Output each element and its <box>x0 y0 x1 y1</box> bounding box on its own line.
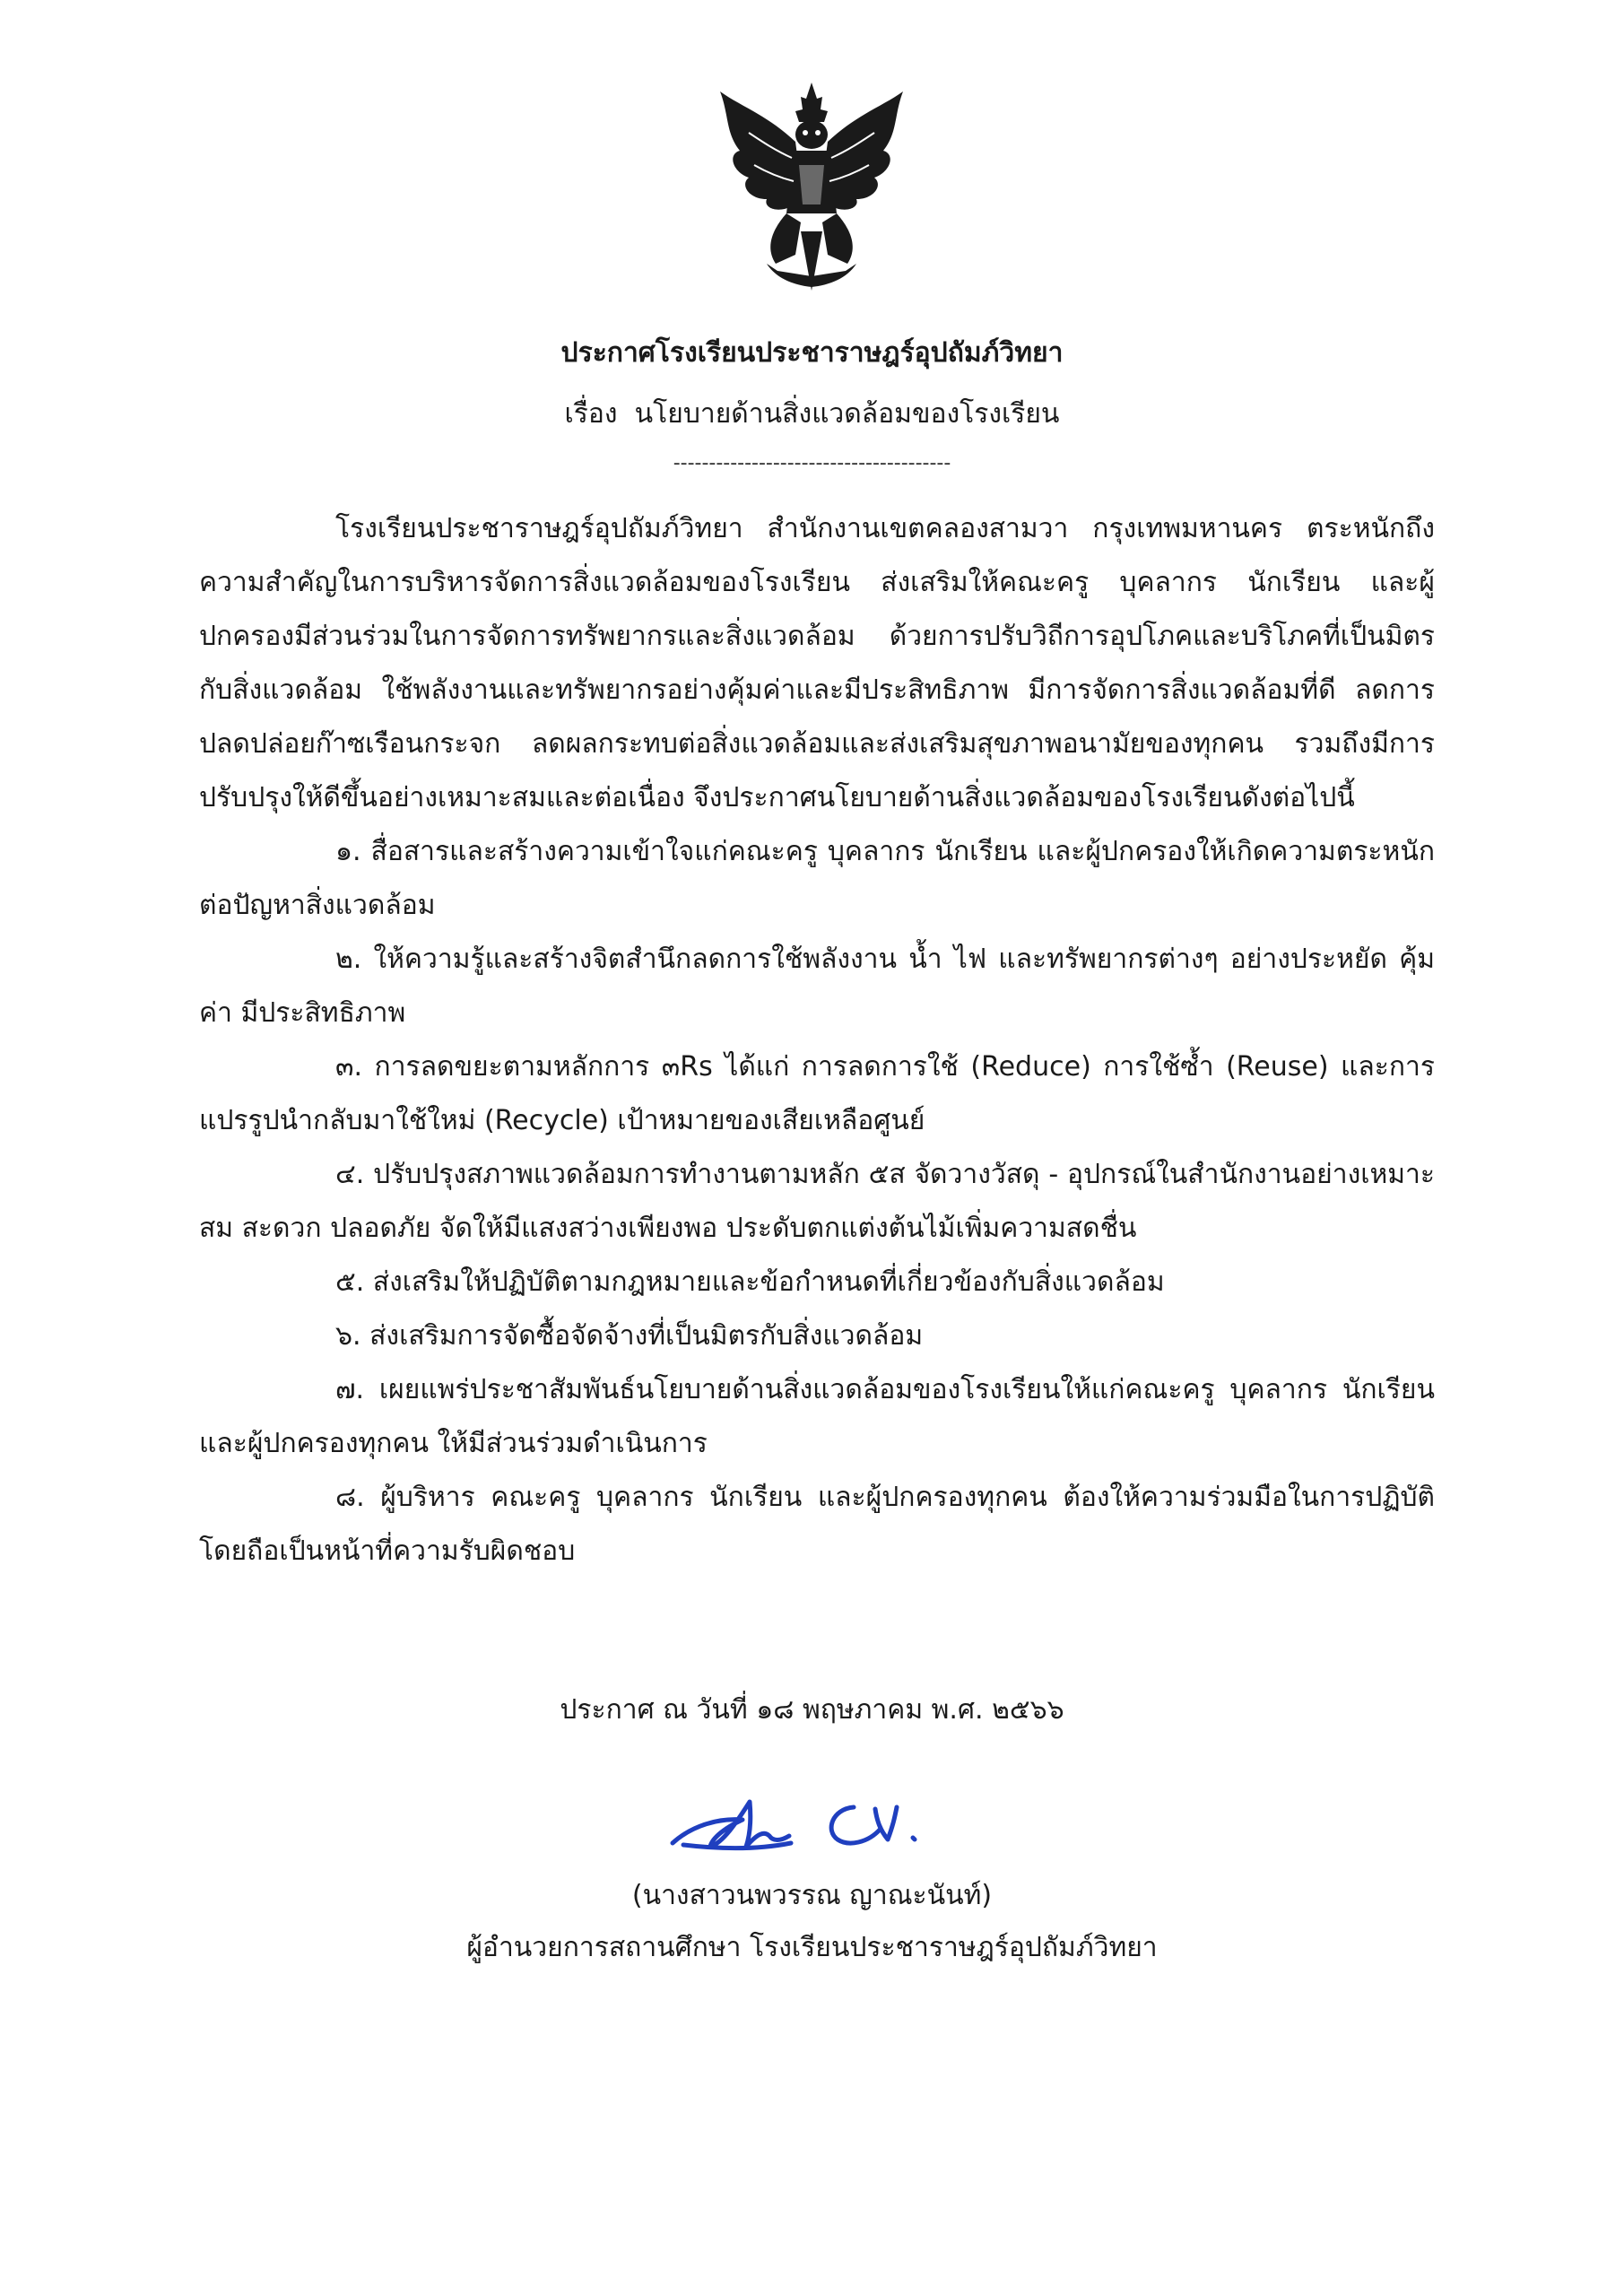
garuda-emblem-icon <box>713 79 910 294</box>
policy-item-3: ๓. การลดขยะตามหลักการ ๓Rs ได้แก่ การลดการใช้ (Reduce) การใช้ซ้ำ (Reuse) และการแปรรูปนำกลับมาใช้ใหม่ (Recycle) เป้าหมายของเสียเหลือศูนย์ <box>199 1051 1435 1136</box>
title-divider: --------------------------------------- <box>673 452 951 474</box>
policy-item-6: ๖. ส่งเสริมการจัดซื้อจัดจ้างที่เป็นมิตรกับสิ่งแวดล้อม <box>335 1320 924 1352</box>
policy-item-2: ๒. ให้ความรู้และสร้างจิตสำนึกลดการใช้พลังงาน น้ำ ไฟ และทรัพยากรต่างๆ อย่างประหยัด คุ้มค่า มีประสิทธิภาพ <box>199 944 1435 1029</box>
policy-item-4: ๔. ปรับปรุงสภาพแวดล้อมการทำงานตามหลัก ๕ส จัดวางวัสดุ - อุปกรณ์ในสำนักงานอย่างเหมาะสม สะดวก ปลอดภัย จัดให้มีแสงสว่างเพียงพอ ประดับตกแต่งต้นไม้เพิ่มความสดชื่น <box>199 1159 1435 1244</box>
announcement-subject: เรื่อง นโยบายด้านสิ่งแวดล้อมของโรงเรียน <box>564 398 1060 430</box>
handwritten-signature-icon <box>656 1771 943 1870</box>
policy-item-8: ๘. ผู้บริหาร คณะครู บุคลากร นักเรียน และผู้ปกครองทุกคน ต้องให้ความร่วมมือในการปฏิบัติโดยถือเป็นหน้าที่ความรับผิดชอบ <box>199 1482 1435 1567</box>
announcement-date: ประกาศ ณ วันที่ ๑๘ พฤษภาคม พ.ศ. ๒๕๖๖ <box>560 1694 1064 1726</box>
intro-paragraph: โรงเรียนประชาราษฎร์อุปถัมภ์วิทยา สำนักงานเขตคลองสามวา กรุงเทพมหานคร ตระหนักถึงความสำคัญในการบริหารจัดการสิ่งแวดล้อมของโรงเรียน ส่งเสริมให้คณะครู บุคลากร นักเรียน และผู้ปกครองมีส่วนร่วมในการจัดการทรัพยากรและสิ่งแวดล้อม ด้วยการปรับวิถีการอุปโภคและบริโภคที่เป็นมิตรกับสิ่งแวดล้อม ใช้พลังงานและทรัพยากรอย่างคุ้มค่าและมีประสิทธิภาพ มีการจัดการสิ่งแวดล้อมที่ดี ลดการปลดปล่อยก๊าซเรือนกระจก ลดผลกระทบต่อสิ่งแวดล้อมและส่งเสริมสุขภาพอนามัยของทุกคน รวมถึงมีการปรับปรุงให้ดีขึ้นอย่างเหมาะสมและต่อเนื่อง จึงประกาศนโยบายด้านสิ่งแวดล้อมของโรงเรียนดังต่อไปนี้ <box>199 513 1435 813</box>
policy-item-1: ๑. สื่อสารและสร้างความเข้าใจแก่คณะครู บุคลากร นักเรียน และผู้ปกครองให้เกิดความตระหนักต่อปัญหาสิ่งแวดล้อม <box>199 836 1435 921</box>
signer-name: (นางสาวนพวรรณ ญาณะนันท์) <box>631 1880 993 1911</box>
announcement-title: ประกาศโรงเรียนประชาราษฎร์อุปถัมภ์วิทยา <box>560 337 1064 369</box>
signer-title: ผู้อำนวยการสถานศึกษา โรงเรียนประชาราษฎร์อุปถัมภ์วิทยา <box>466 1932 1158 1963</box>
announcement-body <box>199 502 1435 1578</box>
policy-item-7: ๗. เผยแพร่ประชาสัมพันธ์นโยบายด้านสิ่งแวดล้อมของโรงเรียนให้แก่คณะครู บุคลากร นักเรียนและผู้ปกครองทุกคน ให้มีส่วนร่วมดำเนินการ <box>199 1374 1435 1459</box>
policy-item-5: ๕. ส่งเสริมให้ปฏิบัติตามกฎหมายและข้อกำหนดที่เกี่ยวข้องกับสิ่งแวดล้อม <box>335 1266 1165 1298</box>
